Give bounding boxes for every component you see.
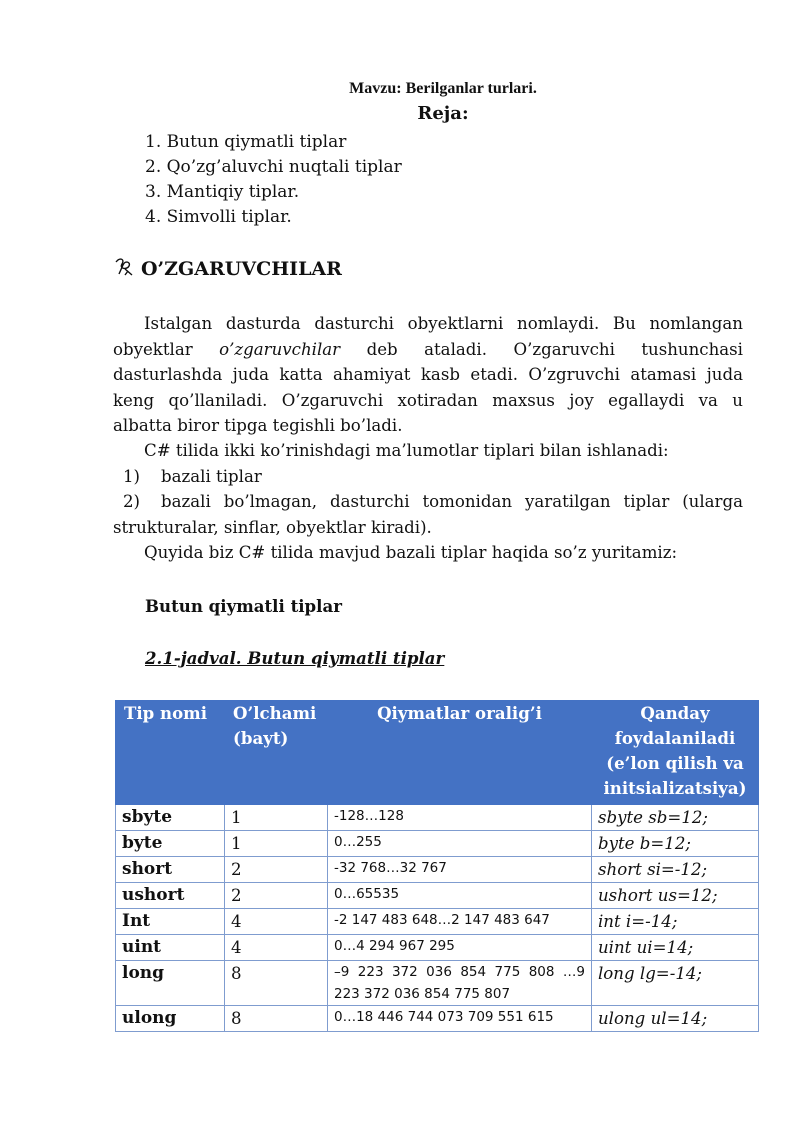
header-range: Qiymatlar oralig’i: [328, 701, 592, 805]
cell-declaration: int i=-14;: [592, 909, 759, 935]
emphasized-term: o’zgaruvchilar: [219, 339, 341, 359]
section-heading: [113, 256, 342, 280]
text-line: strukturalar, sinflar, obyektlar kiradi).: [113, 517, 432, 537]
table-row: [116, 883, 759, 909]
header-type-name: Tip nomi: [116, 701, 225, 805]
list-text: bazali bo’lmagan, dasturchi tomonidan yaratilgan tiplar (ularga: [161, 492, 743, 512]
text-line: keng qo’llaniladi. O’zgaruvchi xotiradan maxsus joy egallaydi va u: [113, 390, 743, 410]
cell-declaration: ulong ul=14;: [592, 1006, 759, 1032]
cell-type-name: uint: [116, 935, 225, 961]
text-line: Istalgan dasturda dasturchi obyektlarni nomlaydi. Bu nomlangan: [144, 314, 743, 333]
cell-size: 4: [225, 935, 328, 961]
cell-type-name: ulong: [116, 1006, 225, 1032]
paragraph-types-intro: [113, 438, 743, 566]
cell-type-name: long: [116, 961, 225, 1006]
text-line: albatta biror tipga tegishli bo’ladi.: [113, 416, 403, 436]
cell-range: -128…128: [328, 805, 592, 831]
cell-range: -2 147 483 648…2 147 483 647: [328, 909, 592, 935]
cell-size: 1: [225, 805, 328, 831]
cell-declaration: ushort us=12;: [592, 883, 759, 909]
cell-range: 0…65535: [328, 883, 592, 909]
plan-item: 1. Butun qiymatli tiplar: [145, 132, 347, 152]
text-line: C# tilida ikki ko’rinishdagi ma’lumotlar tiplari bilan ishlanadi:: [144, 441, 669, 460]
plan-list: [145, 130, 402, 230]
cell-range: 0…18 446 744 073 709 551 615: [328, 1006, 592, 1032]
plan-item: 2. Qo’zg’aluvchi nuqtali tiplar: [145, 157, 402, 177]
table-row: [116, 1006, 759, 1032]
cell-declaration: sbyte sb=12;: [592, 805, 759, 831]
plan-item: 3. Mantiqiy tiplar.: [145, 182, 300, 202]
cell-size: 8: [225, 1006, 328, 1032]
table-row: [116, 935, 759, 961]
list-text: bazali tiplar: [161, 466, 262, 486]
cell-range: 0…4 294 967 295: [328, 935, 592, 961]
table-row: [116, 961, 759, 1006]
table-row: [116, 805, 759, 831]
list-number: 2): [123, 492, 141, 512]
decorative-bullet-icon: [113, 256, 135, 278]
text-line: [113, 337, 743, 363]
cell-size: 8: [225, 961, 328, 1006]
cell-declaration: uint ui=14;: [592, 935, 759, 961]
cell-size: 2: [225, 883, 328, 909]
integer-types-table: [115, 700, 759, 1032]
header-usage: Qanday foydalaniladi (e’lon qilish va initsializatsiya): [592, 701, 759, 805]
cell-type-name: byte: [116, 831, 225, 857]
table-row: [116, 857, 759, 883]
cell-size: 2: [225, 857, 328, 883]
cell-type-name: sbyte: [116, 805, 225, 831]
list-number: 1): [123, 466, 141, 486]
cell-size: 1: [225, 831, 328, 857]
text-line: dasturlashda juda katta ahamiyat kasb etadi. O’zgruvchi atamasi juda: [113, 365, 743, 385]
plan-title: Reja:: [417, 103, 469, 124]
table-caption: 2.1-jadval. Butun qiymatli tiplar: [145, 648, 445, 668]
cell-type-name: short: [116, 857, 225, 883]
cell-declaration: byte b=12;: [592, 831, 759, 857]
cell-declaration: long lg=-14;: [592, 961, 759, 1006]
cell-type-name: Int: [116, 909, 225, 935]
list-item: [113, 489, 743, 515]
topic-title: Mavzu: Berilganlar turlari.: [349, 80, 537, 97]
table-row: [116, 831, 759, 857]
text-line: Quyida biz C# tilida mavjud bazali tiplar haqida so’z yuritamiz:: [144, 543, 678, 563]
table-row: [116, 909, 759, 935]
plan-item: 4. Simvolli tiplar.: [145, 207, 292, 227]
header-size: O’lchami (bayt): [225, 701, 328, 805]
cell-size: 4: [225, 909, 328, 935]
subheading: Butun qiymatli tiplar: [145, 596, 342, 616]
cell-range: -32 768…32 767: [328, 857, 592, 883]
text-span: obyektlar: [113, 339, 220, 359]
table-header-row: [116, 701, 759, 805]
cell-declaration: short si=-12;: [592, 857, 759, 883]
section-title: O’ZGARUVCHILAR: [141, 258, 342, 280]
list-item: [113, 464, 743, 490]
cell-range: 0…255: [328, 831, 592, 857]
paragraph-variables: [113, 311, 743, 439]
cell-range: –9 223 372 036 854 775 808 …9 223 372 036 854 775 807: [328, 961, 592, 1006]
text-span: deb ataladi. O’zgaruvchi tushunchasi: [340, 339, 743, 359]
cell-type-name: ushort: [116, 883, 225, 909]
